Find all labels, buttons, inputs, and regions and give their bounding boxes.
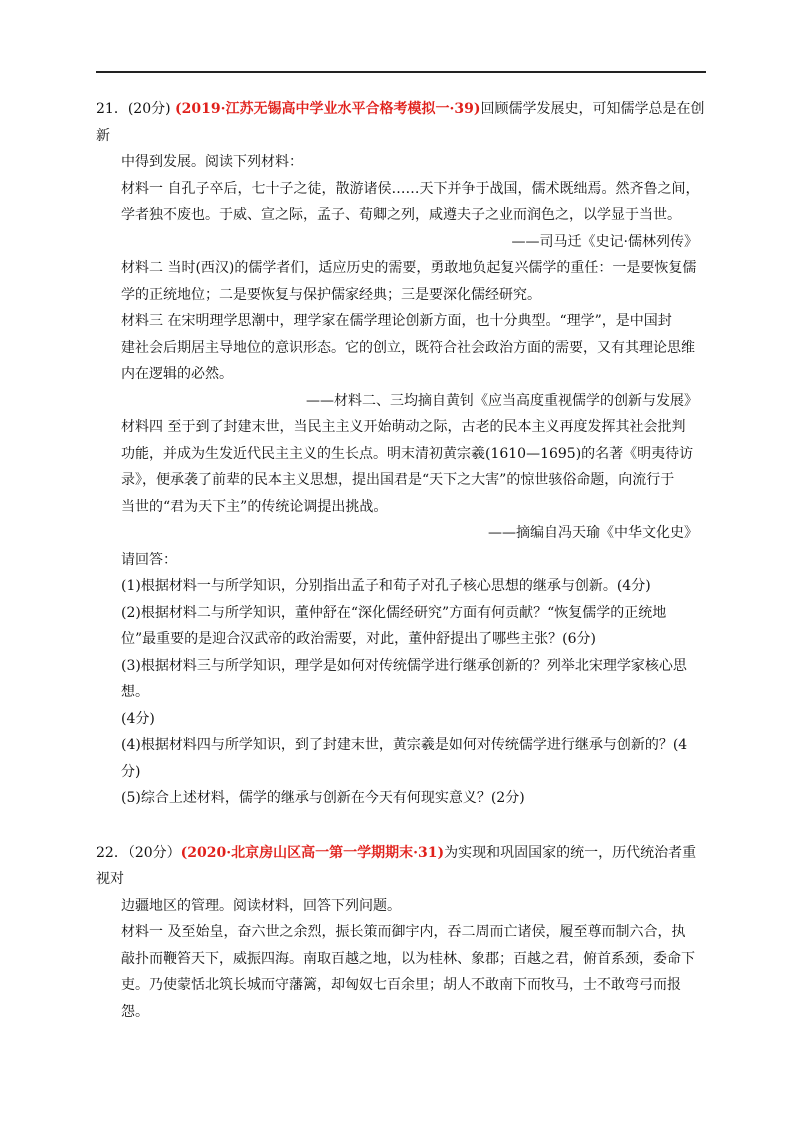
- sub-question-3-cont: (4分): [121, 710, 155, 727]
- material-1-line: 材料一 及至始皇，奋六世之余烈，振长策而御宇内，吞二周而亡诸侯，履至尊而制六合，执: [121, 924, 686, 940]
- material-4-line: 功能，并成为生发近代民主主义的生长点。明末清初黄宗羲(1610—1695)的名著《明夷待访: [121, 445, 694, 462]
- sub-question-4: (4)根据材料四与所学知识，到了封建末世，黄宗羲是如何对传统儒学进行继承与创新的？(4: [121, 737, 688, 753]
- intro-text: 回顾儒学发展史，可知儒学总是在创新: [96, 101, 705, 144]
- material-2-line: 材料二 当时(西汉)的儒学者们，适应历史的需要，勇敢地负起复兴儒学的重任：一是要恢复儒: [121, 260, 697, 276]
- material-3-line: 建社会后期居主导地位的意识形态。它的创立，既符合社会政治方面的需要，又有其理论思维: [121, 339, 695, 356]
- material-3-line: 材料三 在宋明理学思潮中，理学家在儒学理论创新方面，也十分典型。“理学”，是中国封: [121, 313, 672, 329]
- material-1-line: 材料一 自孔子卒后，七十子之徒，散游诸侯……天下并争于战国，儒术既绌焉。然齐鲁之间，: [121, 180, 700, 197]
- question-score: (20分): [127, 101, 171, 117]
- material-2-3-source: ——材料二、三均摘自黄钊《应当高度重视儒学的创新与发展》: [306, 392, 698, 409]
- sub-question-3: (3)根据材料三与所学知识，理学是如何对传统儒学进行继承创新的？列举北宋理学家核心思想。: [121, 657, 687, 700]
- material-1-source: ——司马迁《史记·儒林列传》: [511, 233, 698, 250]
- intro-text: 为实现和巩固国家的统一，历代统治者重视对: [96, 844, 697, 887]
- section-gap: [96, 812, 708, 840]
- question-score: （20分）: [127, 844, 181, 861]
- question-source: (2019·江苏无锡高中学业水平合格考模拟一·39): [175, 101, 481, 117]
- material-4-source: ——摘编自冯天瑜《中华文化史》: [488, 525, 698, 541]
- exam-page: [96, 96, 708, 1025]
- material-1-line: 吏。乃使蒙恬北筑长城而守藩篱，却匈奴七百余里；胡人不敢南下而牧马，士不敢弯弓而报怨。: [121, 977, 681, 1020]
- intro-text-cont: 中得到发展。阅读下列材料：: [121, 154, 303, 170]
- material-4-line: 当世的“君为天下主”的传统论调提出挑战。: [121, 498, 388, 515]
- question-number: 21．: [96, 101, 128, 117]
- answer-prompt: 请回答：: [121, 551, 177, 568]
- material-1-line: 敲扑而鞭笞天下，威振四海。南取百越之地，以为桂林、象郡；百越之君，俯首系颈，委命下: [121, 950, 695, 967]
- sub-question-4-cont: 分): [121, 763, 141, 780]
- material-1-line: 学者独不废也。于威、宣之际，孟子、荀卿之列，咸遵夫子之业而润色之，以学显于当世。: [121, 207, 681, 223]
- header-rule: [96, 71, 706, 73]
- question-number: 22．: [96, 844, 128, 861]
- material-4-line: 材料四 至于到了封建末世，当民主主义开始萌动之际，古老的民本主义再度发挥其社会批判: [121, 419, 686, 435]
- question-21-intro: [96, 96, 708, 149]
- material-2-line: 学的正统地位；二是要恢复与保护儒家经典；三是要深化儒经研究。: [121, 286, 541, 303]
- sub-question-2: (2)根据材料二与所学知识，董仲舒在“深化儒经研究”方面有何贡献？“恢复儒学的正统地: [121, 604, 667, 621]
- question-22: [96, 840, 708, 1026]
- question-source: (2020·北京房山区高一第一学期期末·31): [180, 844, 445, 861]
- sub-question-2-cont: 位”最重要的是迎合汉武帝的政治需要，对此，董仲舒提出了哪些主张？(6分): [121, 631, 596, 647]
- material-3-line: 内在逻辑的必然。: [121, 366, 233, 382]
- sub-question-1: (1)根据材料一与所学知识，分别指出孟子和荀子对孔子核心思想的继承与创新。(4分): [121, 578, 651, 594]
- sub-question-5: (5)综合上述材料，儒学的继承与创新在今天有何现实意义？(2分): [121, 790, 525, 806]
- question-21: [96, 96, 708, 812]
- question-22-intro: [96, 840, 708, 893]
- material-4-line: 录》，便承袭了前辈的民本主义思想，提出国君是“天下之大害”的惊世骇俗命题，向流行于: [121, 472, 675, 488]
- intro-text-cont: 边疆地区的管理。阅读材料，回答下列问题。: [121, 897, 401, 914]
